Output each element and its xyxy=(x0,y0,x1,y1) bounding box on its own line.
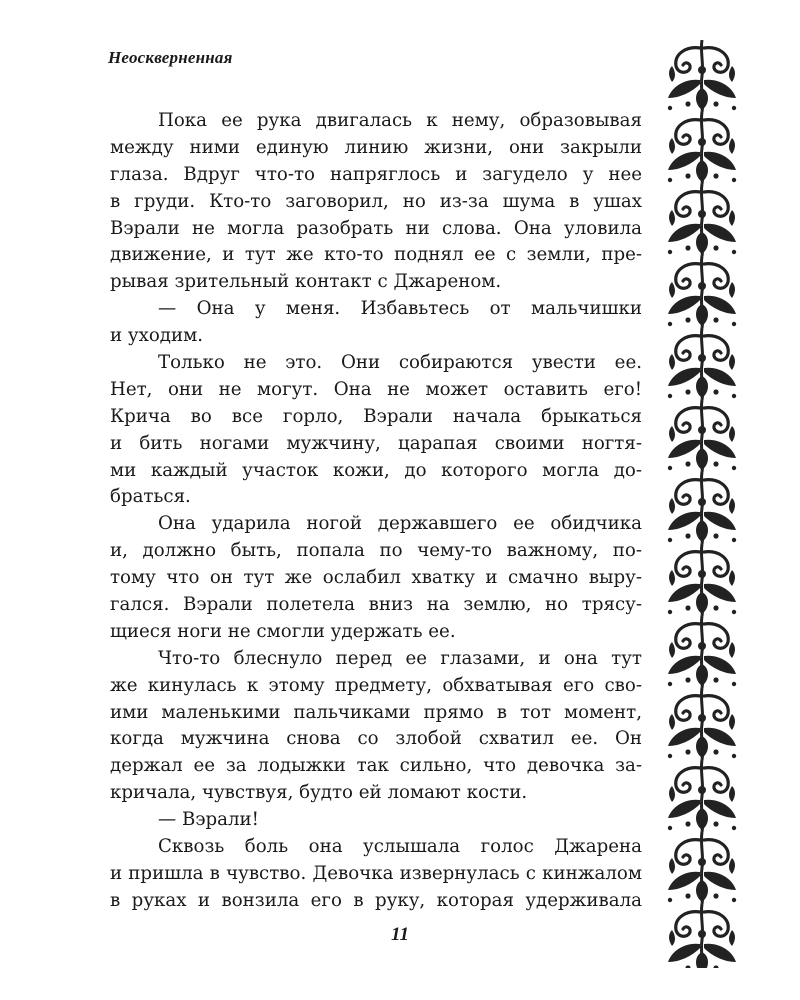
text-line: Сквозь боль она услышала голос Джарена xyxy=(158,836,642,858)
page-number: 11 xyxy=(391,924,409,945)
floral-motif-icon xyxy=(668,544,736,616)
floral-motif-icon xyxy=(668,184,736,256)
text-line: ими маленькими пальчиками прямо в тот момент, xyxy=(110,701,642,723)
page-body-text xyxy=(110,108,642,915)
text-line: кричала, чувствуя, будто ей ломают кости. xyxy=(110,782,528,804)
text-line: же кинулась к этому предмету, обхватывая его сво- xyxy=(110,674,642,696)
floral-motif-icon xyxy=(668,616,736,688)
running-head-title: Неоскверненная xyxy=(108,48,233,67)
text-line: Вэрали не могла разобрать ни слова. Она уловила xyxy=(110,217,642,239)
floral-motif-icon xyxy=(668,256,736,328)
text-line: в руках и вонзила его в руку, которая удерживала xyxy=(110,889,642,911)
text-line: Крича во все горло, Вэрали начала брыкаться xyxy=(110,405,642,427)
text-line: Она ударила ногой державшего ее обидчика xyxy=(158,513,642,535)
floral-motif-icon xyxy=(668,328,736,400)
floral-motif-icon xyxy=(668,832,736,904)
text-line: и уходим. xyxy=(110,325,204,347)
floral-motif-icon xyxy=(668,688,736,760)
text-line: Нет, они не могут. Она не может оставить его! xyxy=(110,378,642,400)
text-line: тому что он тут же ослабил хватку и смачно выру- xyxy=(110,567,642,589)
text-line: Только не это. Они собираются увести ее. xyxy=(158,352,642,374)
text-line: ми каждый участок кожи, до которого могла до- xyxy=(110,459,642,481)
text-line: браться. xyxy=(110,486,191,508)
text-line: — Она у меня. Избавьтесь от мальчишки xyxy=(158,298,642,320)
floral-motif-icon xyxy=(668,400,736,472)
text-line: рывая зрительный контакт с Джареном. xyxy=(110,271,502,293)
text-line: и, должно быть, попала по чему-то важному, по- xyxy=(110,540,642,562)
text-line: и бить ногами мужчину, царапая своими ногтя- xyxy=(110,432,642,454)
text-line: щиеся ноги не смогли удержать ее. xyxy=(110,620,456,642)
text-line: когда мужчина снова со злобой схватил ее. Он xyxy=(110,728,642,750)
floral-motif-icon xyxy=(668,472,736,544)
floral-motif-icon xyxy=(668,904,736,968)
text-line: Пока ее рука двигалась к нему, образовывая xyxy=(158,110,642,131)
text-line: между ними единую линию жизни, они закрыли xyxy=(110,136,642,158)
floral-motif-icon xyxy=(668,40,736,112)
floral-motif-icon xyxy=(668,760,736,832)
text-line: Что-то блеснуло перед ее глазами, и она тут xyxy=(158,647,642,669)
text-line: движение, и тут же кто-то поднял ее с земли, пре- xyxy=(110,244,642,266)
text-line: гался. Вэрали полетела вниз на землю, но трясу- xyxy=(110,594,642,616)
text-line: и пришла в чувство. Девочка извернулась с кинжалом xyxy=(110,862,642,884)
text-line: — Вэрали! xyxy=(158,809,259,831)
text-line: в груди. Кто-то заговорил, но из-за шума в ушах xyxy=(110,190,642,212)
text-line: глаза. Вдруг что-то напряглось и загудело у нее xyxy=(110,163,642,185)
floral-motif-icon xyxy=(668,112,736,184)
floral-border-ornament-icon xyxy=(664,40,740,968)
text-line: держал ее за лодыжки так сильно, что девочка за- xyxy=(110,755,642,777)
